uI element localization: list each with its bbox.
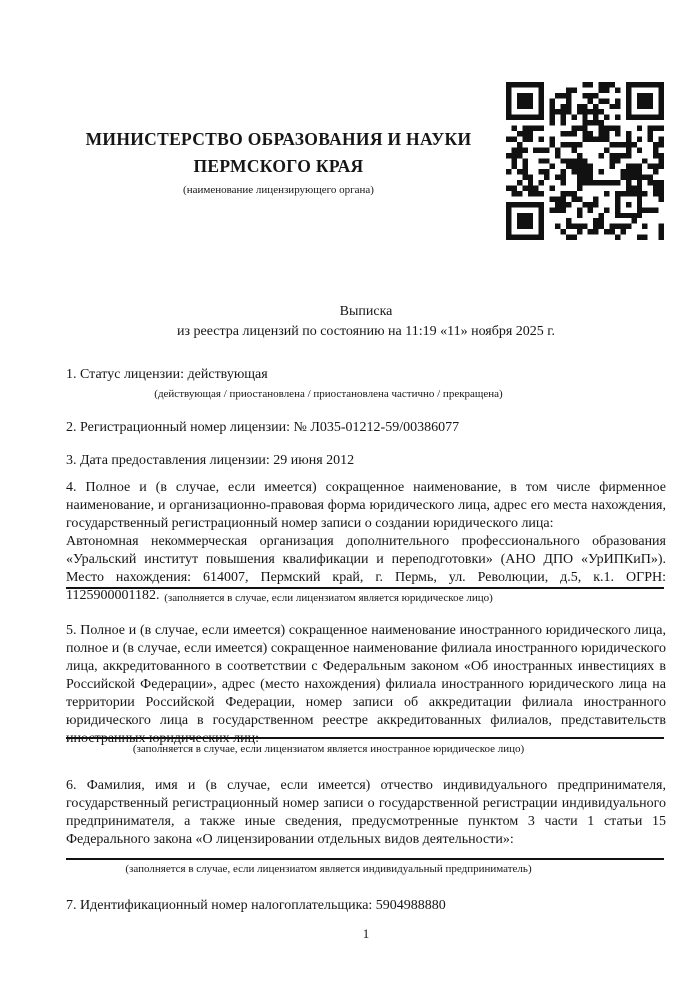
item-6-caption: (заполняется в случае, если лицензиатом является индивидуальный предприниматель) — [125, 863, 532, 875]
item-6-fill-line — [66, 858, 664, 860]
item-1-license-status: 1. Статус лицензии: действующая — [66, 367, 268, 382]
item-5-fill-line — [66, 737, 664, 739]
item-4-value: Автономная некоммерческая организация дополнительного профессионального образования «Уральский институт повышения квалификации и переподготовки» (АНО ДПО «УрИПКиП»). Место нахождения: 614007, Пермский край, г. Пермь, ул. Революции, д.5, к.1. ОГРН: 1125900001182. — [66, 534, 666, 603]
ministry-name-line2: ПЕРМСКОГО КРАЯ — [193, 156, 364, 176]
document-title — [67, 302, 665, 342]
item-5-foreign-entity — [66, 622, 666, 748]
item-4-fill-line — [66, 587, 664, 589]
item-5-label: 5. Полное и (в случае, если имеется) сокращенное наименование иностранного юридического лица, полное и (в случае, если имеется) сокращенное наименование филиала иностранного юридического лица, аккредитованного в соответствии с Федеральным законом «Об иностранных инвестициях в Российской Федерации», адрес (место нахождения) филиала иностранного юридического лица на территории Российской Федерации, номер записи об аккредитации филиала иностранного юридического лица в государственном реестре аккредитованных филиалов, представительств иностранных юридических лиц: — [66, 623, 666, 746]
licensing-authority-block — [60, 126, 497, 197]
document-title-line1: Выписка — [339, 304, 393, 319]
item-1-caption: (действующая / приостановлена / приостановлена частично / прекращена) — [154, 388, 503, 400]
item-4-label: 4. Полное и (в случае, если имеется) сокращенное наименование, в том числе фирменное наименование, и организационно-правовая форма юридического лица, адрес его места нахождения, государственный регистрационный номер записи о создании юридического лица: — [66, 480, 666, 531]
item-7-taxpayer-id: 7. Идентификационный номер налогоплательщика: 5904988880 — [66, 898, 446, 913]
item-6-label: 6. Фамилия, имя и (в случае, если имеется) отчество индивидуального предпринимателя, государственный регистрационный номер записи о государственной регистрации индивидуального предпринимателя, а также иные сведения, предусмотренные пунктом 3 части 1 статьи 15 Федерального закона «О лицензировании отдельных видов деятельности»: — [66, 778, 666, 847]
page-number: 1 — [362, 926, 370, 941]
item-2-registration-number: 2. Регистрационный номер лицензии: № Л035-01212-59/00386077 — [66, 420, 460, 435]
item-5-caption: (заполняется в случае, если лицензиатом является иностранное юридическое лицо) — [132, 743, 525, 755]
item-6-entrepreneur — [66, 777, 666, 849]
qr-code-icon — [506, 82, 664, 240]
document-title-line2: из реестра лицензий по состоянию на 11:19 «11» ноября 2025 г. — [177, 324, 555, 339]
item-3-grant-date: 3. Дата предоставления лицензии: 29 июня 2012 — [66, 453, 355, 468]
item-4-caption: (заполняется в случае, если лицензиатом является юридическое лицо) — [164, 592, 493, 604]
ministry-caption: (наименование лицензирующего органа) — [183, 184, 374, 196]
ministry-name-line1: МИНИСТЕРСТВО ОБРАЗОВАНИЯ И НАУКИ — [85, 129, 472, 149]
